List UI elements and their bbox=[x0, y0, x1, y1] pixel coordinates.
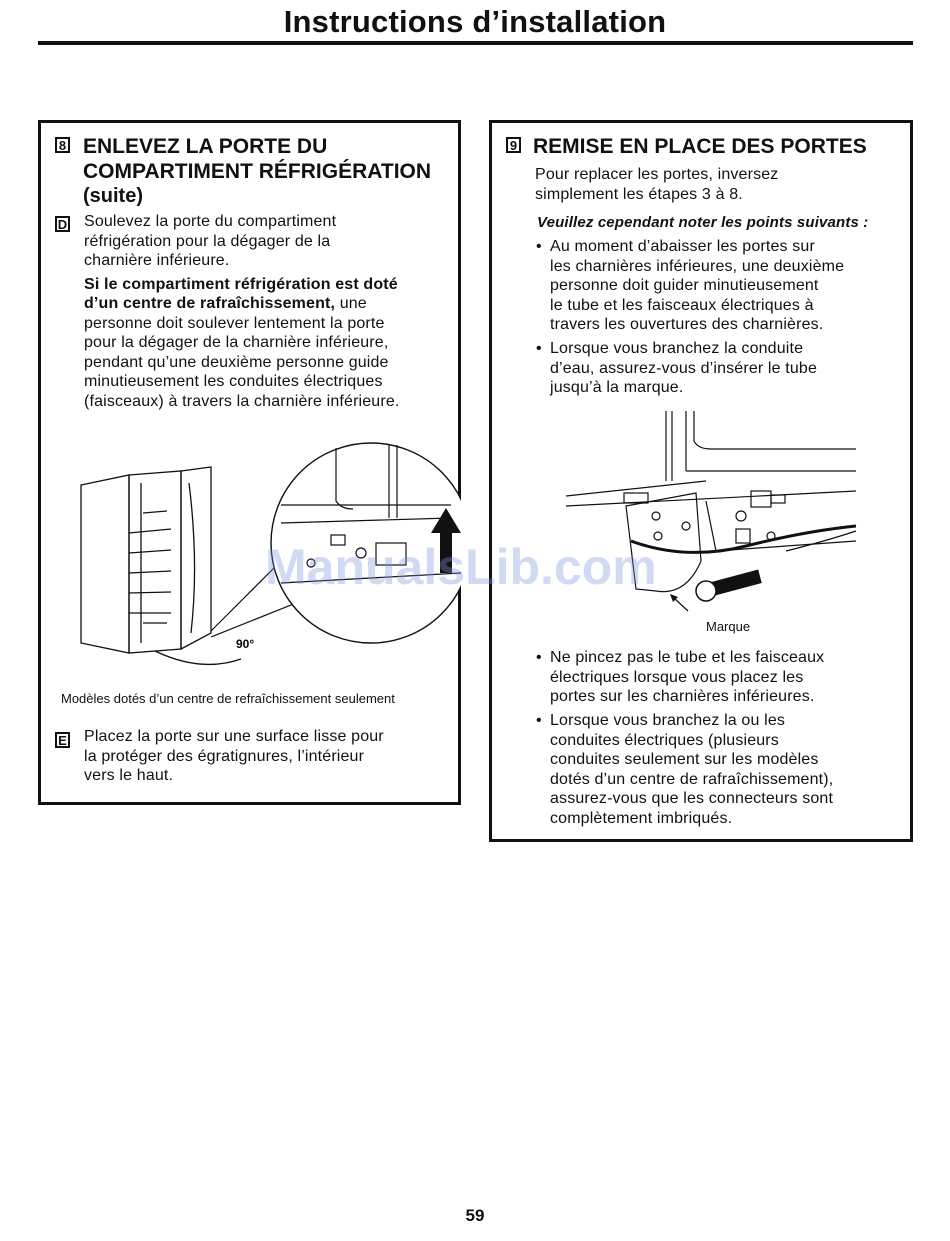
text-line: travers les ouvertures des charnières. bbox=[550, 316, 824, 333]
text-line: pour la dégager de la charnière inférieure, bbox=[84, 334, 389, 351]
text-line: le tube et les faisceaux électriques à bbox=[550, 296, 814, 314]
bullet-item bbox=[536, 711, 905, 828]
step-9-panel bbox=[489, 120, 913, 842]
text-line: jusqu’à la marque. bbox=[550, 379, 684, 396]
bullet-dot: • bbox=[536, 238, 542, 255]
text-line: conduites électriques (plusieurs bbox=[550, 731, 779, 749]
text-line: d’eau, assurez-vous d’insérer le tube bbox=[550, 359, 818, 377]
text-line: pendant qu’une deuxième personne guide bbox=[84, 353, 389, 371]
watermark: ManualsLib.com bbox=[265, 539, 657, 595]
text-line: Ne pincez pas le tube et les faisceaux bbox=[550, 649, 825, 666]
bullet-dot: • bbox=[536, 649, 542, 666]
text-line: vers le haut. bbox=[84, 767, 174, 784]
bullet-item bbox=[536, 339, 905, 398]
text-line: Lorsque vous branchez la ou les bbox=[550, 712, 786, 729]
text-fragment: une bbox=[335, 295, 367, 312]
bullet-item bbox=[536, 648, 905, 707]
text-line: les charnières inférieures, une deuxième bbox=[550, 257, 845, 275]
substep-e-letter: E bbox=[55, 732, 70, 748]
substep-d-letter: D bbox=[55, 216, 70, 232]
text-line: portes sur les charnières inférieures. bbox=[550, 688, 815, 705]
bold-line: d’un centre de rafraîchissement, bbox=[84, 295, 336, 312]
text-line: minutieusement les conduites électriques bbox=[84, 373, 383, 390]
page-number: 59 bbox=[465, 1206, 485, 1225]
bullet-dot: • bbox=[536, 340, 542, 357]
text-line: Soulevez la porte du compartiment bbox=[84, 213, 337, 230]
text-line: (faisceaux) à travers la charnière inférieure. bbox=[84, 392, 400, 410]
text-line: Placez la porte sur une surface lisse pour bbox=[84, 728, 384, 745]
step-8-heading bbox=[83, 134, 431, 209]
text-line: simplement les étapes 3 à 8. bbox=[535, 185, 743, 203]
substep-e-text bbox=[84, 727, 454, 786]
heading-line-2: COMPARTIMENT RÉFRIGÉRATION bbox=[83, 160, 432, 183]
figure-caption: Modèles dotés d’un centre de refraîchissement seulement bbox=[61, 691, 395, 706]
text-line: dotés d’un centre de rafraîchissement), bbox=[550, 770, 834, 788]
page-title: Instructions d’installation bbox=[283, 4, 667, 39]
text-line: assurez-vous que les connecteurs sont bbox=[550, 790, 834, 807]
title-divider bbox=[38, 41, 913, 45]
text-line: Pour replacer les portes, inversez bbox=[535, 166, 779, 183]
note-heading: Veuillez cependant noter les points suivants : bbox=[537, 214, 869, 231]
bold-line: Si le compartiment réfrigération est doté bbox=[84, 275, 398, 293]
step-9-heading: REMISE EN PLACE DES PORTES bbox=[533, 135, 867, 158]
step-8-panel bbox=[38, 120, 461, 805]
text-line: électriques lorsque vous placez les bbox=[550, 668, 804, 686]
bullet-item bbox=[536, 237, 905, 335]
step-9-number: 9 bbox=[506, 137, 521, 153]
marque-label: Marque bbox=[706, 619, 751, 634]
text-line: charnière inférieure. bbox=[84, 252, 230, 269]
text-line: conduites seulement sur les modèles bbox=[550, 751, 819, 768]
step-9-intro bbox=[535, 165, 905, 204]
heading-line-1: ENLEVEZ LA PORTE DU bbox=[83, 135, 328, 158]
text-line: personne doit guider minutieusement bbox=[550, 277, 819, 294]
text-line: Au moment d’abaisser les portes sur bbox=[550, 238, 815, 255]
step-8-number: 8 bbox=[55, 137, 70, 153]
substep-d-text bbox=[84, 212, 454, 411]
angle-label: 90° bbox=[236, 637, 255, 651]
text-line: Lorsque vous branchez la conduite bbox=[550, 340, 804, 357]
text-line: réfrigération pour la dégager de la bbox=[84, 232, 331, 250]
heading-line-3: (suite) bbox=[83, 185, 143, 207]
text-line: complètement imbriqués. bbox=[550, 809, 733, 827]
bullet-dot: • bbox=[536, 712, 542, 729]
text-line: personne doit soulever lentement la porte bbox=[84, 314, 385, 332]
text-line: la protéger des égratignures, l’intérieur bbox=[84, 747, 365, 765]
